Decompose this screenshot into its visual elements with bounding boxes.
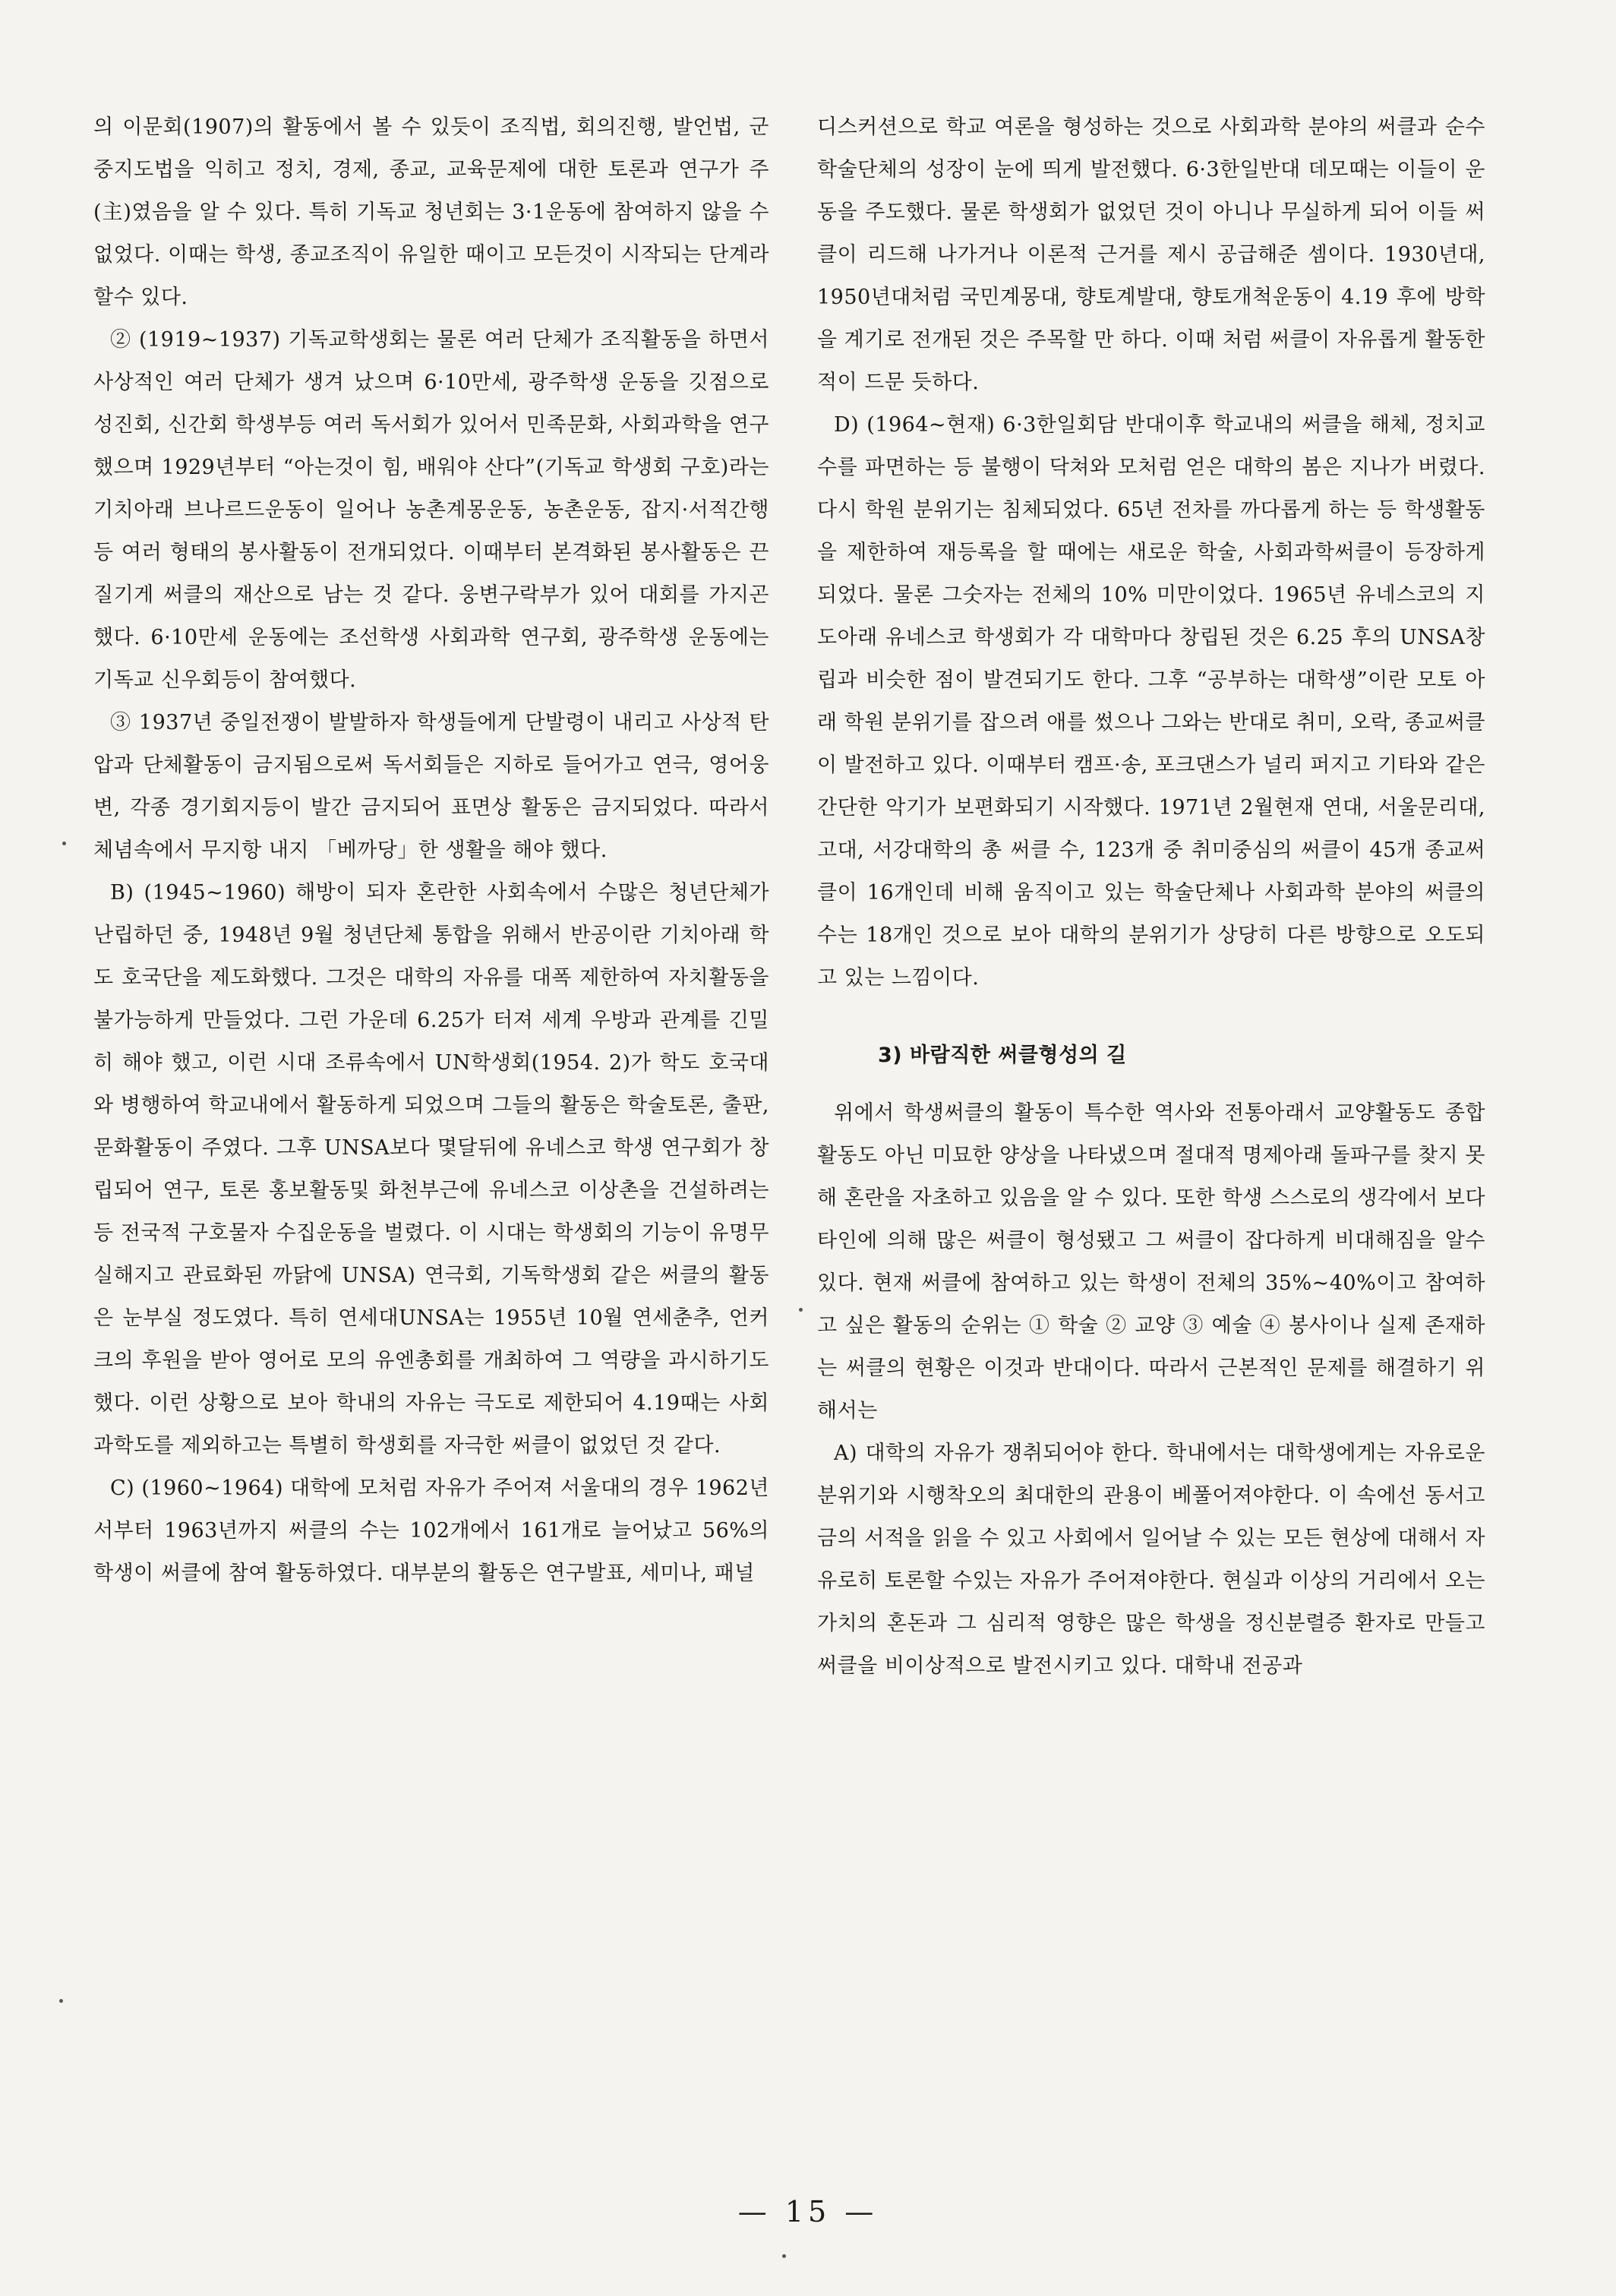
left-paragraph-1: 의 이문회(1907)의 활동에서 볼 수 있듯이 조직법, 회의진행, 발언법, 군중지도법을 익히고 정치, 경제, 종교, 교육문제에 대한 토론과 연구가 주(主)였음을 알 수 있다. 특히 기독교 청년회는 3·1운동에 참여하지 않을 수 없었다. 이때는 학생, 종교조직이 유일한 때이고 모든것이 시작되는 단계라 할수 있다. (93, 115, 769, 309)
right-column (817, 106, 1485, 1688)
left-paragraph-4: B) (1945~1960) 해방이 되자 혼란한 사회속에서 수많은 청년단체가 난립하던 중, 1948년 9월 청년단체 통합을 위해서 반공이란 기치아래 학도 호국단을 제도화했다. 그것은 대학의 자유를 대폭 제한하여 자치활동을 불가능하게 만들었다. 그런 가운데 6.25가 터져 세계 우방과 관계를 긴밀히 해야 했고, 이런 시대 조류속에서 UN학생회(1954. 2)가 학도 호국대와 병행하여 학교내에서 활동하게 되었으며 그들의 활동은 학술토론, 출판, 문화활동이 주였다. 그후 UNSA보다 몇달뒤에 유네스코 학생 연구회가 창립되어 연구, 토론 홍보활동및 화천부근에 유네스코 이상촌을 건설하려는 등 전국적 구호물자 수집운동을 벌렸다. 이 시대는 학생회의 기능이 유명무실해지고 관료화된 까닭에 UNSA) 연극회, 기독학생회 같은 써클의 활동은 눈부실 정도였다. 특히 연세대UNSA는 1955년 10월 연세춘추, 언커크의 후원을 받아 영어로 모의 유엔총회를 개최하여 그 역량을 과시하기도 했다. 이런 상황으로 보아 학내의 자유는 극도로 제한되어 4.19때는 사회과학도를 제외하고는 특별히 학생회를 자극한 써클이 없었던 것 같다. (93, 881, 769, 1458)
scan-speck (782, 2254, 786, 2258)
left-paragraph-3: ③ 1937년 중일전쟁이 발발하자 학생들에게 단발령이 내리고 사상적 탄압과 단체활동이 금지됨으로써 독서회들은 지하로 들어가고 연극, 영어웅변, 각종 경기회지등이 발간 금지되어 표면상 활동은 금지되었다. 따라서 체념속에서 무지항 내지 「베까당」한 생활을 해야 했다. (93, 711, 769, 862)
section-heading: 3) 바람직한 써클형성의 길 (878, 1044, 1127, 1067)
page-number: — 15 — (737, 2195, 879, 2228)
left-paragraph-5: C) (1960~1964) 대학에 모처럼 자유가 주어져 서울대의 경우 1962년서부터 1963년까지 써클의 수는 102개에서 161개로 늘어났고 56%의 학생이 써클에 참여 활동하였다. 대부분의 활동은 연구발표, 세미나, 패널 (93, 1476, 769, 1585)
right-paragraph-2: D) (1964~현재) 6·3한일회담 반대이후 학교내의 써클을 해체, 정치교수를 파면하는 등 불행이 닥쳐와 모처럼 얻은 대학의 봄은 지나가 버렸다. 다시 학원 분위기는 침체되었다. 65년 전차를 까다롭게 하는 등 학생활동을 제한하여 재등록을 할 때에는 새로운 학술, 사회과학써클이 등장하게 되었다. 물론 그숫자는 전체의 10% 미만이었다. 1965년 유네스코의 지도아래 유네스코 학생회가 각 대학마다 창립된 것은 6.25 후의 UNSA창립과 비슷한 점이 발견되기도 한다. 그후 “공부하는 대학생”이란 모토 아래 학원 분위기를 잡으려 애를 썼으나 그와는 반대로 취미, 오락, 종교써클이 발전하고 있다. 이때부터 캠프·송, 포크댄스가 널리 퍼지고 기타와 같은 간단한 악기가 보편화되기 시작했다. 1971년 2월현재 연대, 서울문리대, 고대, 서강대학의 총 써클 수, 123개 중 취미중심의 써클이 45개 종교써클이 16개인데 비해 움직이고 있는 학술단체나 사회과학 분야의 써클의 수는 18개인 것으로 보아 대학의 분위기가 상당히 다른 방향으로 오도되고 있는 느낌이다. (817, 413, 1485, 990)
left-column (93, 106, 769, 1595)
right-paragraph-4: A) 대학의 자유가 쟁취되어야 한다. 학내에서는 대학생에게는 자유로운 분위기와 시행착오의 최대한의 관용이 베풀어져야한다. 이 속에선 동서고금의 서적을 읽을 수 있고 사회에서 일어날 수 있는 모든 현상에 대해서 자유로히 토론할 수있는 자유가 주어져야한다. 현실과 이상의 거리에서 오는 가치의 혼돈과 그 심리적 영향은 많은 학생을 정신분렬증 환자로 만들고 써클을 비이상적으로 발전시키고 있다. 대학내 전공과 (817, 1442, 1485, 1678)
scan-speck (59, 1999, 63, 2003)
scan-speck (799, 1308, 803, 1312)
left-paragraph-2: ② (1919~1937) 기독교학생회는 물론 여러 단체가 조직활동을 하면서 사상적인 여러 단체가 생겨 났으며 6·10만세, 광주학생 운동을 깃점으로 성진회, 신간회 학생부등 여러 독서회가 있어서 민족문화, 사회과학을 연구했으며 1929년부터 “아는것이 힘, 배워야 산다”(기독교 학생회 구호)라는 기치아래 브나르드운동이 일어나 농촌계몽운동, 농촌운동, 잡지·서적간행등 여러 형태의 봉사활동이 전개되었다. 이때부터 본격화된 봉사활동은 끈질기게 써클의 재산으로 남는 것 같다. 웅변구락부가 있어 대회를 가지곤 했다. 6·10만세 운동에는 조선학생 사회과학 연구회, 광주학생 운동에는 기독교 신우회등이 참여했다. (93, 328, 769, 692)
right-paragraph-3: 위에서 학생써클의 활동이 특수한 역사와 전통아래서 교양활동도 종합활동도 아닌 미묘한 양상을 나타냈으며 절대적 명제아래 돌파구를 찾지 못해 혼란을 자초하고 있음을 알 수 있다. 또한 학생 스스로의 생각에서 보다 타인에 의해 많은 써클이 형성됐고 그 써클이 잡다하게 비대해짐을 알수 있다. 현재 써클에 참여하고 있는 학생이 전체의 35%~40%이고 참여하고 싶은 활동의 순위는 ① 학술 ② 교양 ③ 예술 ④ 봉사이나 실제 존재하는 써클의 현황은 이것과 반대이다. 따라서 근본적인 문제를 해결하기 위해서는 (817, 1101, 1485, 1423)
scan-speck (62, 842, 66, 845)
right-paragraph-1: 디스커션으로 학교 여론을 형성하는 것으로 사회과학 분야의 써클과 순수 학술단체의 성장이 눈에 띄게 발전했다. 6·3한일반대 데모때는 이들이 운동을 주도했다. 물론 학생회가 없었던 것이 아니나 무실하게 되어 이들 써클이 리드해 나가거나 이론적 근거를 제시 공급해준 셈이다. 1930년대, 1950년대처럼 국민계몽대, 향토계발대, 향토개척운동이 4.19 후에 방학을 계기로 전개된 것은 주목할 만 하다. 이때 처럼 써클이 자유롭게 활동한 적이 드문 듯하다. (817, 115, 1485, 394)
